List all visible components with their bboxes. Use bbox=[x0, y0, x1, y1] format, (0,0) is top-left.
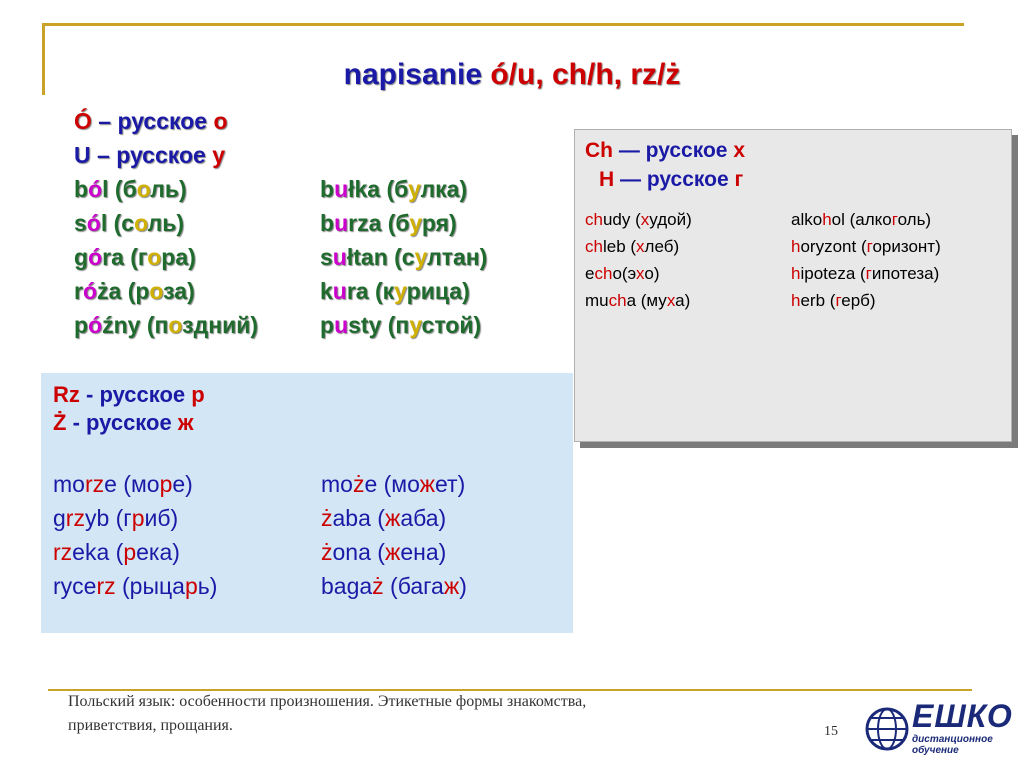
ch-example-c1: echo(эхо) bbox=[585, 264, 660, 283]
ch-example-row bbox=[585, 206, 1001, 233]
rz-example-c2: bagaż (багаж) bbox=[321, 573, 467, 599]
title-highlight: ó/u, ch/h, rz/ż bbox=[490, 58, 681, 91]
ch-example-row bbox=[585, 233, 1001, 260]
rz-rule: Rz - русское р bbox=[53, 382, 205, 407]
ou-example-row bbox=[74, 172, 574, 206]
ch-example-row bbox=[585, 260, 1001, 287]
page-number: 15 bbox=[824, 724, 838, 739]
ou-example-c1: późny (поздний) bbox=[74, 312, 259, 338]
rz-example-c2: może (может) bbox=[321, 471, 466, 497]
slide-title bbox=[0, 58, 1024, 92]
rz-example-c1: rzeka (река) bbox=[53, 539, 180, 565]
rz-example-row bbox=[53, 535, 561, 569]
rz-examples bbox=[53, 467, 561, 603]
ou-example-c1: góra (гора) bbox=[74, 244, 196, 270]
ch-example-c2: alkohol (алкоголь) bbox=[791, 210, 932, 229]
ch-examples bbox=[585, 206, 1001, 314]
ch-example-c2: hipoteza (гипотеза) bbox=[791, 264, 940, 283]
rz-example-row bbox=[53, 569, 561, 603]
ch-rule: Ch — русское х bbox=[585, 139, 745, 162]
ch-example-c1: chleb (хлеб) bbox=[585, 237, 680, 256]
ch-h-box bbox=[574, 129, 1012, 442]
frame-top-line bbox=[42, 23, 964, 26]
rz-example-c2: żaba (жаба) bbox=[321, 505, 447, 531]
footer-caption: Польский язык: особенности произношения. Этикетные формы знакомства, приветствия, прощания. bbox=[68, 693, 587, 734]
ou-example-c2: pusty (пустой) bbox=[320, 312, 482, 338]
z-rule: Ż - русское ж bbox=[53, 410, 194, 435]
ou-example-row bbox=[74, 240, 574, 274]
ch-example-c1: chudy (худой) bbox=[585, 210, 692, 229]
rz-example-c2: żona (жена) bbox=[321, 539, 447, 565]
ch-example-row bbox=[585, 287, 1001, 314]
ou-example-c1: róża (роза) bbox=[74, 278, 195, 304]
ou-rule-u: U – русское у bbox=[74, 142, 225, 168]
title-prefix: napisanie bbox=[343, 58, 491, 91]
ou-rule-o: Ó – русское о bbox=[74, 108, 228, 134]
ou-example-row bbox=[74, 308, 574, 342]
ou-example-row bbox=[74, 274, 574, 308]
ch-example-c1: mucha (муха) bbox=[585, 291, 691, 310]
ou-example-c1: sól (соль) bbox=[74, 210, 184, 236]
rz-example-c1: morze (море) bbox=[53, 471, 193, 497]
rz-example-row bbox=[53, 467, 561, 501]
ou-example-c2: sułtan (султан) bbox=[320, 244, 488, 270]
ch-example-c2: herb (герб) bbox=[791, 291, 876, 310]
rz-example-c1: grzyb (гриб) bbox=[53, 505, 179, 531]
ou-example-c1: ból (боль) bbox=[74, 176, 187, 202]
rz-example-c1: rycerz (рыцарь) bbox=[53, 573, 218, 599]
eshko-logo: ЕШКО дистанционное обучение bbox=[864, 696, 1014, 762]
ou-examples bbox=[74, 172, 574, 342]
ou-example-c2: burza (буря) bbox=[320, 210, 457, 236]
ch-example-c2: horyzont (горизонт) bbox=[791, 237, 941, 256]
globe-icon bbox=[864, 696, 910, 758]
rz-z-box bbox=[41, 373, 573, 633]
ou-example-row bbox=[74, 206, 574, 240]
ou-block bbox=[74, 104, 574, 342]
ou-example-c2: bułka (булка) bbox=[320, 176, 468, 202]
rz-example-row bbox=[53, 501, 561, 535]
ou-example-c2: kura (курица) bbox=[320, 278, 470, 304]
h-rule: H — русское г bbox=[599, 168, 744, 191]
